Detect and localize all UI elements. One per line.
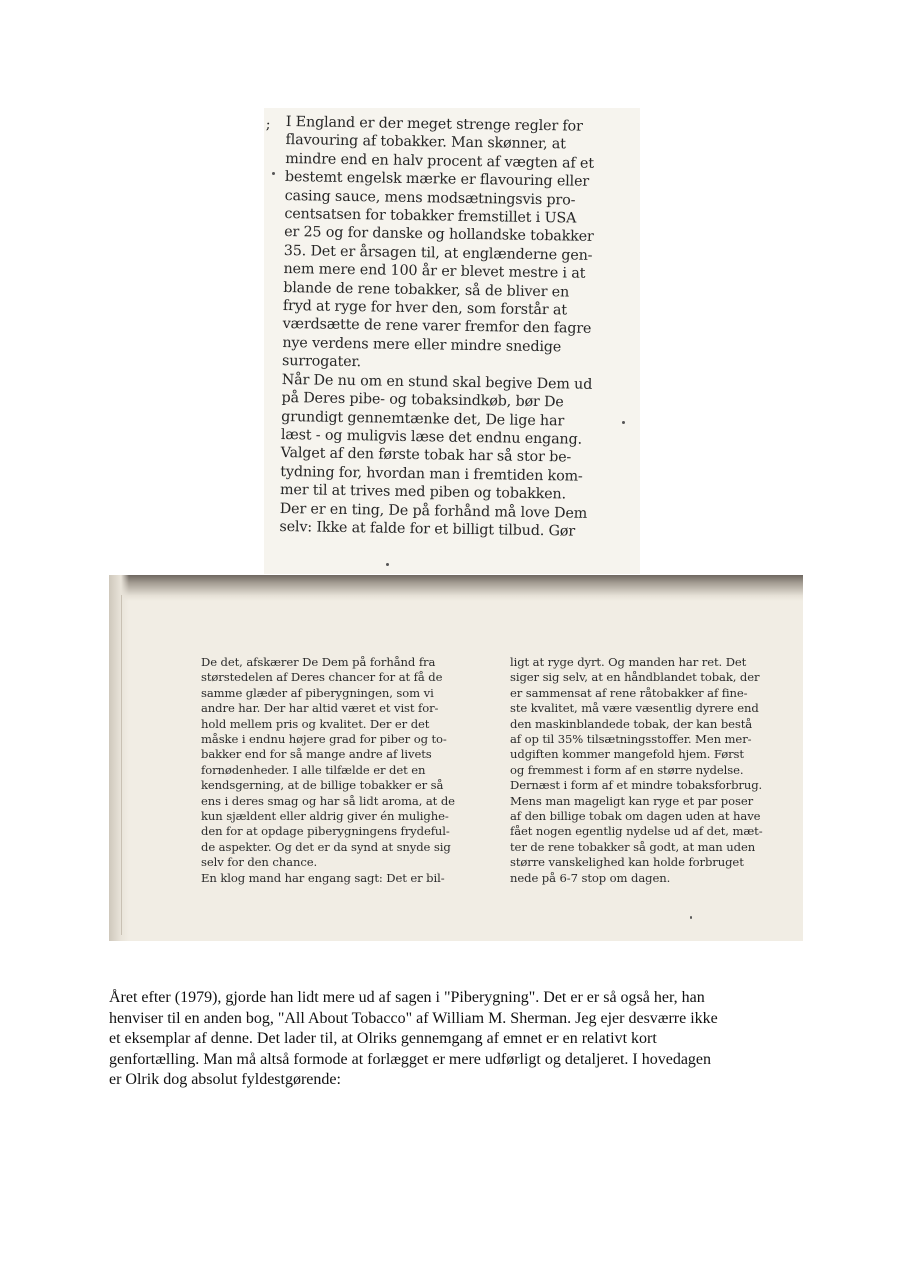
text-line: læst - og muligvis læse det endnu engang.: [280, 426, 583, 448]
text-line: fryd at ryge for hver den, som forstår at: [282, 298, 568, 319]
text-line: tydning for, hvordan man i fremtiden kom-: [280, 463, 583, 485]
text-line: casing sauce, mens modsætningsvis pro-: [284, 187, 576, 209]
text-line: nye verdens mere eller mindre snedige: [282, 334, 562, 356]
text-line: fået nogen egentlig nydelse ud af det, mæt-: [510, 824, 763, 839]
text-line: flavouring af tobakker. Man skønner, at: [285, 132, 566, 153]
text-line: centsatsen for tobakker fremstillet i USA: [284, 206, 577, 227]
text-line: kendsgerning, at de billige tobakker er så: [201, 778, 444, 793]
text-line: ens i deres smag og har så lidt aroma, at de: [201, 793, 455, 808]
scan-speck: [386, 563, 389, 566]
scan-speck: [272, 172, 275, 175]
text-line: udgiften kommer mangefold hjem. Først: [510, 747, 744, 762]
text-column-right: [510, 655, 800, 886]
scan-speck: [622, 421, 625, 424]
text-line: større vanskelighed kan holde forbruget: [510, 855, 744, 870]
text-line: på Deres pibe- og tobaksindkøb, bør De: [281, 390, 564, 411]
text-line: et eksemplar af denne. Det lader til, at Olriks gennemgang af emnet er en relativt kort: [109, 1030, 657, 1048]
text-line: siger sig selv, at en håndblandet tobak, der: [510, 670, 760, 685]
scanned-excerpt-bottom: [109, 575, 803, 941]
scan-speck: [690, 916, 692, 919]
text-line: Dernæst i form af et mindre tobaksforbrug.: [510, 778, 763, 793]
text-line: 35. Det er årsagen til, at englænderne gen-: [283, 242, 593, 264]
text-line: måske i endnu højere grad for piber og to-: [201, 732, 447, 747]
text-line: kun sjældent eller aldrig giver én mulighe-: [201, 809, 449, 824]
text-line: bestemt engelsk mærke er flavouring eller: [284, 169, 590, 190]
scanned-excerpt-top: [264, 108, 640, 574]
text-line: Der er en ting, De på forhånd må love Dem: [279, 500, 588, 522]
text-line: fornødenheder. I alle tilfælde er det en: [201, 762, 426, 777]
text-line: Når De nu om en stund skal begive Dem ud: [281, 371, 593, 393]
text-line: størstedelen af Deres chancer for at få de: [201, 670, 443, 685]
text-line: genfortælling. Man må altså formode at forlægget er mere udførligt og detaljeret. I hovedagen: [109, 1050, 712, 1068]
scan-shadow: [109, 575, 803, 601]
text-line: De det, afskærer De Dem på forhånd fra: [201, 655, 436, 669]
text-line: I England er der meget strenge regler for: [285, 113, 583, 135]
text-line: Mens man mageligt kan ryge et par poser: [510, 793, 754, 808]
text-line: selv: Ikke at falde for et billigt tilbud. Gør: [279, 518, 576, 540]
text-line: er 25 og for danske og hollandske tobakker: [283, 224, 594, 246]
text-line: mer til at trives med piben og tobakken.: [279, 482, 567, 503]
text-line: samme glæder af piberygningen, som vi: [201, 685, 434, 700]
text-line: er sammensat af rene råtobakker af fine-: [510, 685, 748, 700]
text-column-left: [201, 655, 491, 886]
text-line: mindre end en halv procent af vægten af et: [285, 150, 595, 172]
text-line: er Olrik dog absolut fyldestgørende:: [109, 1071, 341, 1089]
text-line: ligt at ryge dyrt. Og manden har ret. Det: [510, 655, 747, 669]
text-line: af den billige tobak om dagen uden at have: [510, 809, 761, 824]
text-line: den for at opdage piberygningens frydeful-: [201, 824, 450, 839]
text-line: andre har. Der har altid været et vist for-: [201, 701, 439, 716]
text-line: ter de rene tobakker så godt, at man uden: [510, 839, 756, 854]
page-edge-line: [121, 595, 122, 935]
text-line: nede på 6-7 stop om dagen.: [510, 870, 671, 885]
text-line: bakker end for så mange andre af livets: [201, 747, 432, 762]
page-edge: [109, 575, 129, 941]
text-line: grundigt gennemtænke det, De lige har: [281, 408, 565, 429]
text-line: Året efter (1979), gjorde han lidt mere ud af sagen i "Piberygning". Det er er så også her, han: [109, 989, 705, 1006]
scanned-text-top: [265, 113, 631, 542]
text-line: den maskinblandede tobak, der kan bestå: [510, 716, 753, 731]
text-line: nem mere end 100 år er blevet mestre i at: [283, 261, 586, 282]
text-line: hold mellem pris og kvalitet. Der er det: [201, 716, 430, 731]
text-line: og fremmest i form af en større nydelse.: [510, 762, 744, 777]
text-line: de aspekter. Og det er da synd at snyde sig: [201, 839, 451, 854]
text-line: værdsætte de rene varer fremfor den fagre: [282, 316, 592, 338]
text-line: ste kvalitet, må være væsentlig dyrere end: [510, 701, 759, 716]
body-paragraph: [109, 988, 809, 1091]
text-line: En klog mand har engang sagt: Det er bil-: [201, 870, 445, 885]
text-line: blande de rene tobakker, så de bliver en: [283, 279, 570, 301]
text-line: af op til 35% tilsætningsstoffer. Men mer-: [510, 732, 752, 747]
text-line: surrogater.: [281, 353, 362, 371]
text-line: Valget af den første tobak har så stor be-: [280, 445, 572, 466]
text-line: selv for den chance.: [201, 855, 318, 870]
margin-mark: ;: [265, 116, 271, 133]
text-line: henviser til en anden bog, "All About Tobacco" af William M. Sherman. Jeg ejer desværre ikke: [109, 1009, 718, 1027]
